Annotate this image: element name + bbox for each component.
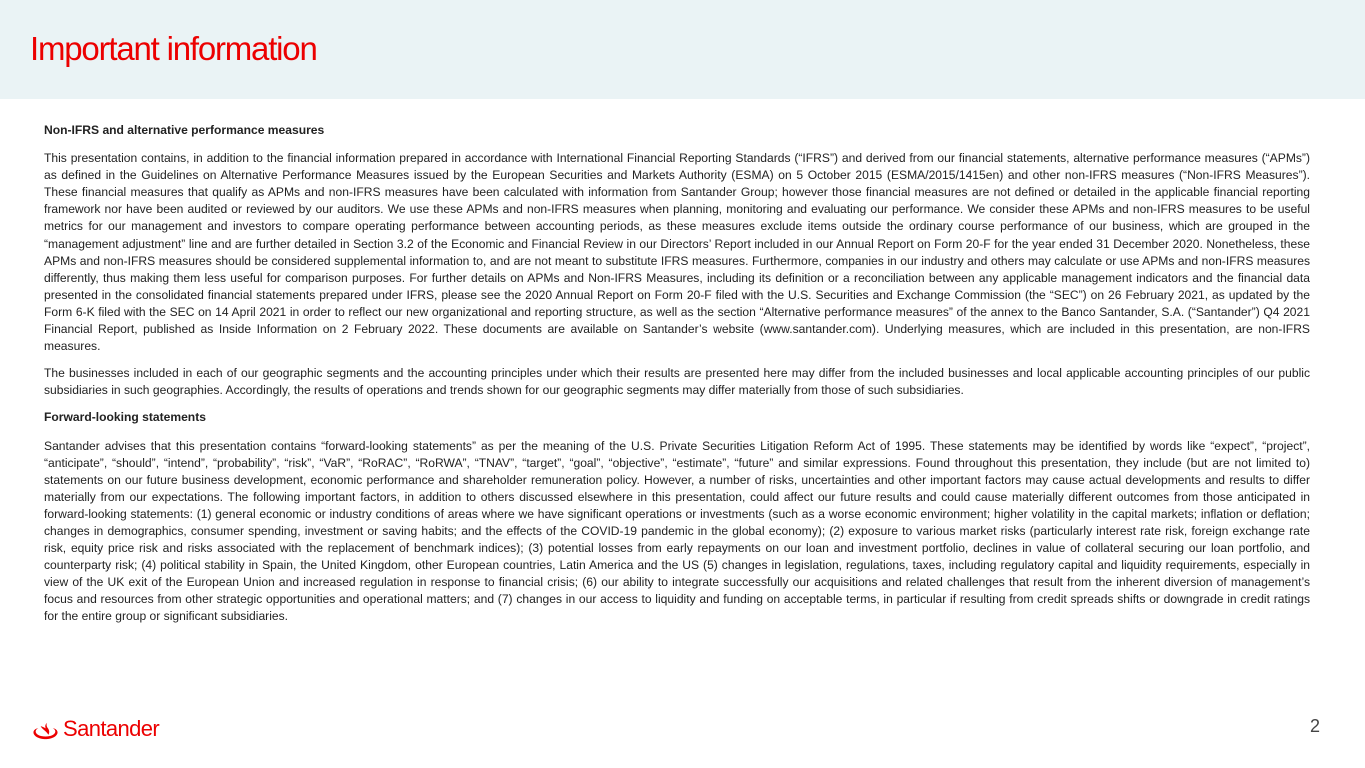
page-number: 2 bbox=[1309, 716, 1320, 736]
santander-flame-icon bbox=[32, 715, 59, 743]
content-body bbox=[44, 122, 1310, 626]
santander-logo-text: Santander bbox=[63, 716, 160, 741]
section-heading-forward-looking: Forward-looking statements bbox=[44, 410, 206, 425]
paragraph-non-ifrs-1: This presentation contains, in addition to the financial information prepared in accordance with International Financial Reporting Standards (“IFRS”) and derived from our financial statements, alternative performance measures (“APMs”) as defined in the Guidelines on Alternative Performance Measures issued by the European Securities and Markets Authority (ESMA) on 5 October 2015 (ESMA/2015/1415en) and other non-IFRS measures (“Non-IFRS Measures”). These financial measures that qualify as APMs and non-IFRS measures have been calculated with information from Santander Group; however those financial measures are not defined or detailed in the applicable financial reporting framework nor have been audited or reviewed by our auditors. We use these APMs and non-IFRS measures when planning, monitoring and evaluating our performance. We consider these APMs and non-IFRS measures to be useful metrics for our management and investors to compare operating performance between accounting periods, as these measures exclude items outside the ordinary course performance of our business, which are grouped in the “management adjustment” line and are further detailed in Section 3.2 of the Economic and Financial Review in our Directors’ Report included in our Annual Report on Form 20-F for the year ended 31 December 2020. Nonetheless, these APMs and non-IFRS measures should be considered supplemental information to, and are not meant to substitute IFRS measures. Furthermore, companies in our industry and others may calculate or use APMs and non-IFRS measures differently, thus making them less useful for comparison purposes. For further details on APMs and Non-IFRS Measures, including its definition or a reconciliation between any applicable management indicators and the financial data presented in the consolidated financial statements prepared under IFRS, please see the 2020 Annual Report on Form 20-F filed with the U.S. Securities and Exchange Commission (the “SEC”) on 26 February 2021, as updated by the Form 6-K filed with the SEC on 14 April 2021 in order to reflect our new organizational and reporting structure, as well as the section “Alternative performance measures” of the annex to the Banco Santander, S.A. (“Santander”) Q4 2021 Financial Report, published as Inside Information on 2 February 2022. These documents are available on Santander’s website (www.santander.com). Underlying measures, which are included in this presentation, are non-IFRS measures. bbox=[44, 151, 1310, 354]
paragraph-forward-looking-1: Santander advises that this presentation contains “forward-looking statements” as per the meaning of the U.S. Private Securities Litigation Reform Act of 1995. These statements may be identified by words like “expect”, “project”, “anticipate”, “should”, “intend”, “probability”, “risk”, “VaR”, “RoRAC”, “RoRWA”, “TNAV”, “target”, “goal”, “objective”, “estimate”, “future” and similar expressions. Found throughout this presentation, they include (but are not limited to) statements on our future business development, economic performance and shareholder remuneration policy. However, a number of risks, uncertainties and other important factors may cause actual developments and results to differ materially from our expectations. The following important factors, in addition to others discussed elsewhere in this presentation, could affect our future results and could cause materially different outcomes from those anticipated in forward-looking statements: (1) general economic or industry conditions of areas where we have significant operations or investments (such as a worse economic environment; higher volatility in the capital markets; inflation or deflation; changes in demographics, consumer spending, investment or saving habits; and the effects of the COVID-19 pandemic in the global economy); (2) exposure to various market risks (particularly interest rate risk, foreign exchange rate risk, equity price risk and risks associated with the replacement of benchmark indices); (3) potential losses from early repayments on our loan and investment portfolio, declines in value of collateral securing our loan portfolio, and counterparty risk; (4) political stability in Spain, the United Kingdom, other European countries, Latin America and the US (5) changes in legislation, regulations, taxes, including regulatory capital and liquidity requirements, especially in view of the UK exit of the European Union and increased regulation in response to financial crisis; (6) our ability to integrate successfully our acquisitions and related challenges that result from the inherent diversion of management’s focus and resources from other strategic opportunities and operational matters; and (7) changes in our access to liquidity and funding on acceptable terms, in particular if resulting from credit spreads shifts or downgrade in credit ratings for the entire group or significant subsidiaries. bbox=[44, 438, 1310, 624]
page-title: Important information bbox=[30, 30, 317, 67]
header-band bbox=[0, 0, 1365, 99]
section-heading-non-ifrs: Non-IFRS and alternative performance measures bbox=[44, 123, 325, 137]
santander-logo bbox=[32, 714, 159, 744]
paragraph-non-ifrs-2: The businesses included in each of our geographic segments and the accounting principles under which their results are presented here may differ from the included businesses and local applicable accounting principles of our public subsidiaries in such geographies. Accordingly, the results of operations and trends shown for our geographic segments may differ materially from those of such subsidiaries. bbox=[44, 366, 1310, 398]
